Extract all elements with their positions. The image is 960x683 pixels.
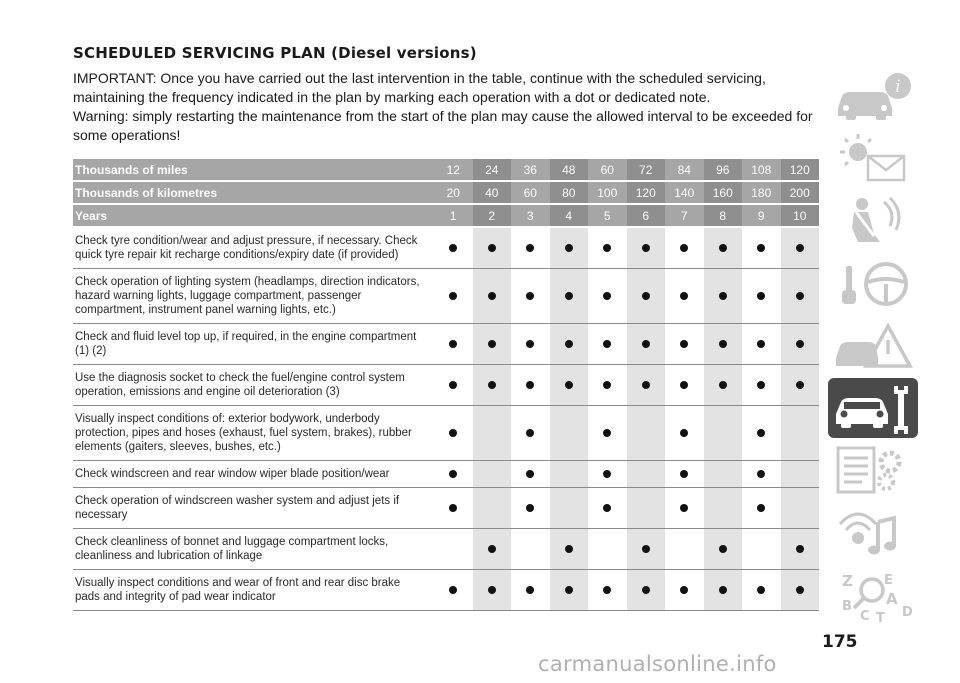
header-value: 20 xyxy=(434,181,473,204)
interval-cell xyxy=(434,365,473,406)
interval-cell xyxy=(627,365,666,406)
service-dot xyxy=(757,470,765,478)
interval-cell xyxy=(627,488,666,529)
interval-cell xyxy=(473,365,512,406)
interval-cell xyxy=(588,570,627,611)
service-dot xyxy=(449,586,457,594)
service-dot xyxy=(757,292,765,300)
service-dot xyxy=(719,545,727,553)
interval-cell xyxy=(742,570,781,611)
service-dot xyxy=(603,340,611,348)
service-dot xyxy=(680,586,688,594)
service-dot xyxy=(796,340,804,348)
page-title: SCHEDULED SERVICING PLAN (Diesel versions) xyxy=(73,44,477,62)
key-steering-wheel-icon xyxy=(828,254,918,314)
service-dot xyxy=(642,244,650,252)
service-dot xyxy=(680,340,688,348)
interval-cell xyxy=(742,488,781,529)
service-dot xyxy=(603,381,611,389)
sidebar-tab-warning-lights[interactable] xyxy=(828,130,918,190)
car-wrench-icon xyxy=(828,378,918,438)
interval-cell xyxy=(550,269,589,324)
service-dot xyxy=(526,504,534,512)
service-dot xyxy=(526,292,534,300)
sidebar-tab-multimedia[interactable] xyxy=(828,502,918,562)
header-value: 80 xyxy=(550,181,589,204)
service-dot xyxy=(757,340,765,348)
interval-cell xyxy=(511,227,550,269)
interval-cell xyxy=(550,365,589,406)
interval-cell xyxy=(627,324,666,365)
sidebar-tab-starting-driving[interactable] xyxy=(828,254,918,314)
interval-cell xyxy=(511,488,550,529)
svg-text:E: E xyxy=(884,573,893,588)
sidebar-tab-emergency[interactable] xyxy=(828,316,918,376)
interval-cell xyxy=(627,461,666,488)
interval-cell xyxy=(665,529,704,570)
interval-cell xyxy=(511,324,550,365)
car-info-icon xyxy=(828,68,918,128)
header-value: 120 xyxy=(627,181,666,204)
service-dot xyxy=(488,586,496,594)
interval-cell xyxy=(511,406,550,461)
service-dot xyxy=(680,429,688,437)
service-dot xyxy=(488,545,496,553)
service-dot xyxy=(526,244,534,252)
header-value: 10 xyxy=(781,204,820,227)
interval-cell xyxy=(627,406,666,461)
sidebar-tab-vehicle-info[interactable] xyxy=(828,68,918,128)
svg-text:T: T xyxy=(876,611,885,624)
header-value: 160 xyxy=(704,181,743,204)
operation-description: Check operation of lighting system (headlamps, direction indicators, hazard warning lights, luggage compartment, passenger compartment, instrument panel warning lights, etc.) xyxy=(73,269,434,324)
svg-text:Z: Z xyxy=(842,572,853,590)
interval-cell xyxy=(742,365,781,406)
service-dot xyxy=(603,586,611,594)
interval-cell xyxy=(781,461,820,488)
interval-cell xyxy=(434,324,473,365)
service-dot xyxy=(680,292,688,300)
operation-row xyxy=(73,324,819,365)
interval-cell xyxy=(588,461,627,488)
service-dot xyxy=(680,381,688,389)
sidebar-tab-maintenance[interactable] xyxy=(828,378,918,438)
service-dot xyxy=(526,381,534,389)
service-dot xyxy=(449,340,457,348)
interval-cell xyxy=(511,570,550,611)
specifications-gear-icon xyxy=(828,440,918,500)
interval-cell xyxy=(781,227,820,269)
service-dot xyxy=(526,470,534,478)
operation-description: Check cleanliness of bonnet and luggage compartment locks, cleanliness and lubrication of linkage xyxy=(73,529,434,570)
service-dot xyxy=(526,429,534,437)
service-dot xyxy=(565,381,573,389)
header-value: 36 xyxy=(511,159,550,181)
operation-description: Check operation of windscreen washer system and adjust jets if necessary xyxy=(73,488,434,529)
interval-cell xyxy=(665,324,704,365)
interval-cell xyxy=(434,488,473,529)
operation-row xyxy=(73,529,819,570)
interval-cell xyxy=(665,488,704,529)
interval-cell xyxy=(665,570,704,611)
interval-cell xyxy=(627,227,666,269)
service-dot xyxy=(603,504,611,512)
interval-cell xyxy=(473,570,512,611)
car-emergency-icon xyxy=(828,316,918,376)
interval-cell xyxy=(704,406,743,461)
interval-cell xyxy=(742,529,781,570)
interval-cell xyxy=(473,406,512,461)
service-dot xyxy=(488,381,496,389)
service-dot xyxy=(642,340,650,348)
interval-cell xyxy=(434,227,473,269)
interval-cell xyxy=(704,488,743,529)
interval-cell xyxy=(665,406,704,461)
service-dot xyxy=(565,545,573,553)
header-value: 60 xyxy=(511,181,550,204)
header-value: 9 xyxy=(742,204,781,227)
interval-cell xyxy=(665,365,704,406)
interval-cell xyxy=(627,570,666,611)
interval-cell xyxy=(550,324,589,365)
interval-cell xyxy=(588,227,627,269)
interval-cell xyxy=(704,324,743,365)
interval-cell xyxy=(665,269,704,324)
service-dot xyxy=(642,381,650,389)
interval-cell xyxy=(588,365,627,406)
header-label: Thousands of kilometres xyxy=(73,181,434,204)
interval-cell xyxy=(511,365,550,406)
page-number: 175 xyxy=(822,632,858,652)
service-dot xyxy=(565,340,573,348)
service-dot xyxy=(719,381,727,389)
interval-cell xyxy=(588,488,627,529)
svg-text:C: C xyxy=(860,609,870,624)
service-dot xyxy=(719,586,727,594)
service-dot xyxy=(603,292,611,300)
interval-cell xyxy=(742,269,781,324)
header-value: 2 xyxy=(473,204,512,227)
important-note: IMPORTANT: Once you have carried out the last intervention in the table, continue with the scheduled servicing, maintaining the frequency indicated in the plan by marking each operation with a dot or dedicated note. xyxy=(73,70,766,105)
operation-description: Check windscreen and rear window wiper blade position/wear xyxy=(73,461,434,488)
service-dot xyxy=(757,381,765,389)
interval-cell xyxy=(704,227,743,269)
interval-cell xyxy=(742,324,781,365)
service-dot xyxy=(757,429,765,437)
service-dot xyxy=(757,244,765,252)
interval-cell xyxy=(781,365,820,406)
service-dot xyxy=(488,244,496,252)
sidebar-tab-safety[interactable] xyxy=(828,192,918,252)
interval-cell xyxy=(434,529,473,570)
service-dot xyxy=(719,292,727,300)
header-value: 200 xyxy=(781,181,820,204)
sidebar-tab-index[interactable] xyxy=(828,564,918,624)
interval-cell xyxy=(665,461,704,488)
service-dot xyxy=(565,292,573,300)
interval-cell xyxy=(550,488,589,529)
service-dot xyxy=(449,429,457,437)
interval-cell xyxy=(665,227,704,269)
header-value: 3 xyxy=(511,204,550,227)
interval-cell xyxy=(434,269,473,324)
header-value: 100 xyxy=(588,181,627,204)
interval-cell xyxy=(588,406,627,461)
header-row xyxy=(73,181,819,204)
service-dot xyxy=(642,586,650,594)
interval-cell xyxy=(511,529,550,570)
header-value: 24 xyxy=(473,159,512,181)
header-label: Years xyxy=(73,204,434,227)
service-dot xyxy=(642,545,650,553)
interval-cell xyxy=(473,529,512,570)
service-dot xyxy=(603,244,611,252)
operation-description: Check tyre condition/wear and adjust pressure, if necessary. Check quick tyre repair kit recharge conditions/expiry date (if provided) xyxy=(73,227,434,269)
interval-cell xyxy=(550,227,589,269)
service-dot xyxy=(526,586,534,594)
interval-cell xyxy=(473,324,512,365)
service-dot xyxy=(565,586,573,594)
service-dot xyxy=(796,545,804,553)
operation-row xyxy=(73,269,819,324)
service-dot xyxy=(565,244,573,252)
service-dot xyxy=(757,504,765,512)
service-dot xyxy=(603,429,611,437)
header-value: 96 xyxy=(704,159,743,181)
service-dot xyxy=(526,340,534,348)
alphabetical-index-icon xyxy=(828,564,918,624)
service-dot xyxy=(680,470,688,478)
multimedia-icon xyxy=(828,502,918,562)
warning-lights-mail-icon xyxy=(828,130,918,190)
service-dot xyxy=(449,470,457,478)
header-value: 84 xyxy=(665,159,704,181)
operation-row xyxy=(73,227,819,269)
interval-cell xyxy=(704,269,743,324)
service-dot xyxy=(642,292,650,300)
interval-cell xyxy=(550,406,589,461)
seatbelt-airbag-icon xyxy=(828,192,918,252)
header-value: 12 xyxy=(434,159,473,181)
interval-cell xyxy=(550,529,589,570)
interval-cell xyxy=(550,570,589,611)
interval-cell xyxy=(704,570,743,611)
service-dot xyxy=(488,340,496,348)
interval-cell xyxy=(781,269,820,324)
operation-description: Visually inspect conditions and wear of front and rear disc brake pads and integrity of pad wear indicator xyxy=(73,570,434,611)
service-dot xyxy=(719,340,727,348)
interval-cell xyxy=(473,269,512,324)
interval-cell xyxy=(742,406,781,461)
operation-description: Check and fluid level top up, if required, in the engine compartment (1) (2) xyxy=(73,324,434,365)
header-value: 72 xyxy=(627,159,666,181)
interval-cell xyxy=(781,406,820,461)
service-dot xyxy=(757,586,765,594)
interval-cell xyxy=(742,461,781,488)
svg-text:D: D xyxy=(902,605,913,620)
interval-cell xyxy=(588,529,627,570)
header-value: 8 xyxy=(704,204,743,227)
header-value: 4 xyxy=(550,204,589,227)
interval-cell xyxy=(434,570,473,611)
service-dot xyxy=(796,586,804,594)
operation-description: Visually inspect conditions of: exterior bodywork, underbody protection, pipes and hoses (exhaust, fuel system, brakes), rubber elements (gaiters, sleeves, bushes, etc.) xyxy=(73,406,434,461)
interval-cell xyxy=(704,529,743,570)
header-value: 108 xyxy=(742,159,781,181)
header-value: 1 xyxy=(434,204,473,227)
service-dot xyxy=(449,381,457,389)
interval-cell xyxy=(627,529,666,570)
interval-cell xyxy=(627,269,666,324)
header-value: 5 xyxy=(588,204,627,227)
operation-row xyxy=(73,461,819,488)
header-value: 40 xyxy=(473,181,512,204)
interval-cell xyxy=(781,570,820,611)
svg-text:B: B xyxy=(842,599,852,614)
header-value: 60 xyxy=(588,159,627,181)
interval-cell xyxy=(588,324,627,365)
service-dot xyxy=(449,504,457,512)
service-dot xyxy=(488,292,496,300)
interval-cell xyxy=(434,461,473,488)
interval-cell xyxy=(511,461,550,488)
interval-cell xyxy=(511,269,550,324)
header-row xyxy=(73,204,819,227)
interval-cell xyxy=(434,406,473,461)
svg-text:A: A xyxy=(886,590,898,608)
warning-note: Warning: simply restarting the maintenance from the start of the plan may cause the allowed interval to be exceeded for some operations! xyxy=(73,108,813,143)
interval-cell xyxy=(704,365,743,406)
service-dot xyxy=(680,244,688,252)
operation-row xyxy=(73,570,819,611)
interval-cell xyxy=(781,488,820,529)
header-label: Thousands of miles xyxy=(73,159,434,181)
interval-cell xyxy=(473,227,512,269)
interval-cell xyxy=(781,529,820,570)
interval-cell xyxy=(473,461,512,488)
header-value: 180 xyxy=(742,181,781,204)
header-value: 6 xyxy=(627,204,666,227)
header-row xyxy=(73,159,819,181)
service-dot xyxy=(603,470,611,478)
service-dot xyxy=(449,292,457,300)
service-dot xyxy=(796,381,804,389)
svg-text:i: i xyxy=(895,77,901,97)
service-dot xyxy=(680,504,688,512)
operation-description: Use the diagnosis socket to check the fuel/engine control system operation, emissions and engine oil deterioration (3) xyxy=(73,365,434,406)
operation-row xyxy=(73,406,819,461)
operation-row xyxy=(73,488,819,529)
servicing-table xyxy=(73,159,819,611)
service-dot xyxy=(719,244,727,252)
sidebar-tab-technical-data[interactable] xyxy=(828,440,918,500)
interval-cell xyxy=(781,324,820,365)
interval-cell xyxy=(704,461,743,488)
header-value: 140 xyxy=(665,181,704,204)
operation-row xyxy=(73,365,819,406)
interval-cell xyxy=(588,269,627,324)
watermark: carmanualsonline.info xyxy=(538,652,777,676)
header-value: 120 xyxy=(781,159,820,181)
service-dot xyxy=(449,244,457,252)
header-value: 48 xyxy=(550,159,589,181)
interval-cell xyxy=(473,488,512,529)
interval-cell xyxy=(742,227,781,269)
header-value: 7 xyxy=(665,204,704,227)
service-dot xyxy=(796,292,804,300)
interval-cell xyxy=(550,461,589,488)
service-dot xyxy=(796,244,804,252)
